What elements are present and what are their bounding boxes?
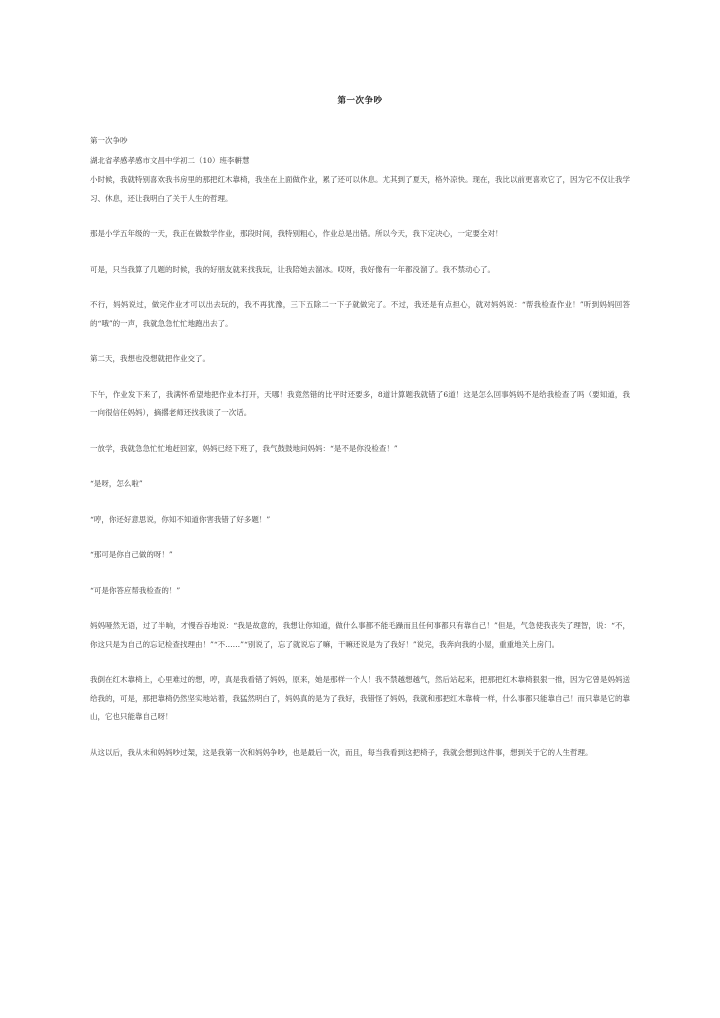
paragraph: 我倒在红木靠椅上，心里难过的想，哼，真是我看错了妈妈，原来，她是那样一个人！我不禁越想越气，然后站起来，把那把红木靠椅狠狠一推，因为它曾是妈妈送给我的，可是，那把靠椅仍然坚实地站着，我猛然明白了，妈妈真的是为了我好，我错怪了妈妈，我就和那把红木靠椅一样，什么事都只能靠自己！而只靠是它的靠山，它也只能靠自己呀！ (90, 675, 630, 721)
subtitle: 第一次争吵 (90, 136, 128, 145)
document-body (90, 132, 630, 762)
paragraph: 不行，妈妈说过，做完作业才可以出去玩的，我不再犹豫，三下五除二一下子就做完了。不过，我还是有点担心，就对妈妈说：“帮我检查作业！”听到妈妈回答的“哦”的一声，我就急急忙忙地跑出去了。 (90, 300, 630, 328)
paragraph: 小时候，我就特别喜欢我书房里的那把红木靠椅，我坐在上面做作业，累了还可以休息。尤其到了夏天，格外凉快。现在，我比以前更喜欢它了，因为它不仅让我学习、休息，还让我明白了关于人生的哲理。 (90, 175, 630, 203)
paragraph: 一放学，我就急急忙忙地赶回家，妈妈已经下班了，我气鼓鼓地问妈妈：“是不是你没检查！” (90, 443, 398, 453)
paragraph: “那可是你自己做的呀！” (90, 550, 173, 559)
author-line: 湖北省孝感孝感市文昌中学初二（10）班李輧慧 (90, 156, 250, 165)
paragraph: 从这以后，我从未和妈妈吵过架，这是我第一次和妈妈争吵，也是最后一次，而且，每当我看到这把椅子，我就会想到这件事，想到关于它的人生哲理。 (90, 747, 593, 757)
paragraph: “是呀，怎么啦” (90, 479, 143, 488)
paragraph: 妈妈哑然无语，过了半晌，才慢吞吞地说：“我是故意的，我想让你知道，做什么事都不能毛躁而且任何事都只有靠自己！”但是，气急使我丧失了理智，说：“不，你这只是为自己的忘记检查找理由！”“不……”“别说了，忘了就说忘了嘛，干嘛还说是为了我好！”说完，我奔向我的小屋，重重地关上房门。 (90, 621, 630, 649)
paragraph: 第二天，我想也没想就把作业交了。 (90, 354, 210, 363)
paragraph: 那是小学五年级的一天，我正在做数学作业，那段时间，我特别粗心，作业总是出错。所以今天，我下定决心，一定要全对！ (90, 229, 503, 238)
page-title: 第一次争吵 (337, 96, 383, 106)
paragraph: 下午，作业发下来了，我满怀希望地把作业本打开，天哪！我竟然错的比平时还要多，8道计算题我就错了6道！这是怎么回事妈妈不是给我检查了吗（要知道，我一向很信任妈妈），摘撂老师还找我谈了一次话。 (90, 389, 630, 417)
paragraph: “可是你答应帮我检查的！” (90, 585, 181, 595)
paragraph: “哼，你还好意思说，你知不知道你害我错了好多题！” (90, 514, 271, 524)
paragraph: 可是，只当我算了几题的时候，我的好朋友就来找我玩，让我陪她去溜冰。哎呀，我好像有一年都没溜了。我不禁动心了。 (90, 264, 495, 274)
